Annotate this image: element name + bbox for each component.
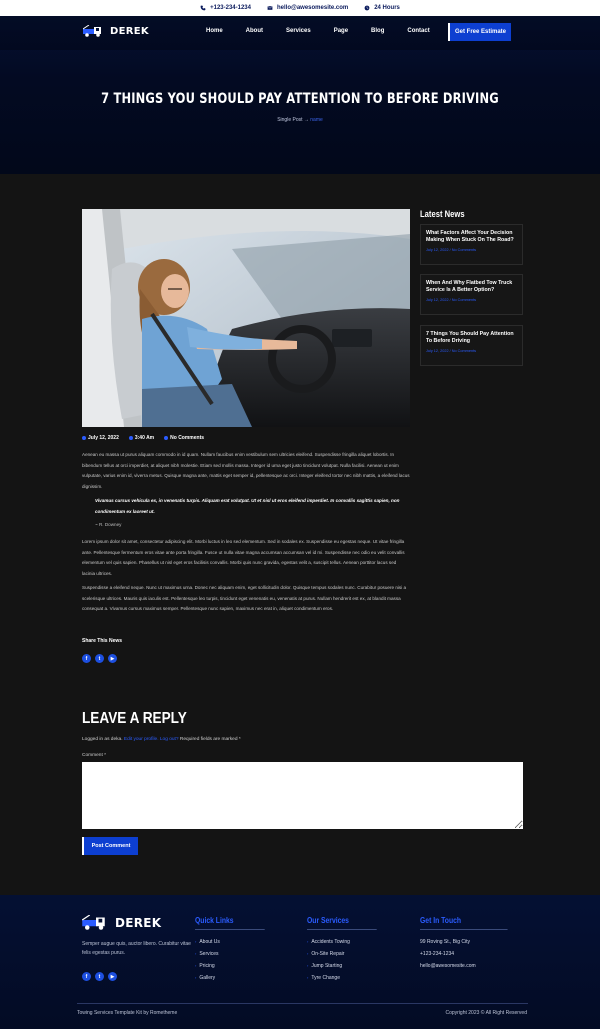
comment-icon	[164, 436, 168, 440]
latest-news-item[interactable]	[420, 224, 523, 265]
footer-service-item[interactable]	[307, 960, 389, 972]
breadcrumb-current: name	[310, 117, 323, 123]
post-paragraph-2: Lorem ipsum dolor sit amet, consectetur adipiscing elit. Morbi luctus in leo sed elementum. Sed in sodales ex. Suspendisse eu egestas neque. Ut vitae fringilla ante. Pellentesque fermentum eros vitae ante porta fringilla. Fusce ut nulla vitae magna accumsan accumsan vel id mi. Suspendisse nec odio eu velit convallis elementum vel quis sapien. Phasellus ut nisl eget eros facilisis convallis. Morbi quis nunc gravida, egestas velit a, suscipit tellus. Aenean porttitor lacus sed lacinia ultrices.	[82, 539, 405, 576]
chevron-right-icon: ›	[195, 963, 197, 968]
post-paragraph-1: Aenean eu massa ut purus aliquam commodo in id quam. Nullam faucibus enim vestibulum sem ultricies eleifend. Suspendisse fringilla aliquet lobortis. In bibendum tellus at orci imperdiet, at aliquet nibh molestie. Etiam sed mollis massa. Integer id urna eget justo tincidunt volutpat. Nulla facilisi. Aenean ut enim vulputate, varius enim id, viverra metus. Quisque magna ante, mattis eget semper id, pellentesque ac orci. Integer eleifend tortor nec nibh mattis, a eleifend lacus dignissim.	[82, 452, 410, 489]
footer-credit: Towing Services Template Kit by Rometheme	[77, 1010, 178, 1016]
comment-textarea[interactable]	[82, 762, 523, 829]
contact-title: Get In Touch	[420, 916, 508, 930]
topbar-phone[interactable]	[200, 5, 251, 11]
nav-item-contact[interactable]: Contact	[407, 28, 430, 34]
footer-address: 99 Roving St., Big City	[420, 939, 471, 945]
twitter-icon[interactable]: t	[95, 972, 104, 981]
chevron-right-icon: ›	[195, 951, 197, 956]
logged-in-prefix: Logged in as deka.	[82, 737, 123, 742]
chevron-right-icon: ›	[195, 939, 197, 944]
footer-copyright: Copyright 2023 © All Right Reserved	[445, 1010, 527, 1016]
featured-image	[82, 209, 410, 427]
top-info-bar	[0, 0, 600, 16]
footer-contact	[420, 916, 523, 972]
facebook-icon[interactable]: f	[82, 654, 91, 663]
topbar-email[interactable]	[267, 5, 348, 11]
latest-news-title: What Factors Affect Your Decision Making When Stuck On The Road?	[426, 230, 514, 243]
footer-phone[interactable]: +123-234-1234	[420, 951, 455, 957]
post-time-text: 3:40 Am	[134, 435, 155, 441]
required-note: Required fields are marked *	[179, 737, 241, 742]
nav-item-about[interactable]: About	[245, 28, 263, 34]
share-buttons	[82, 654, 117, 663]
facebook-icon[interactable]: f	[82, 972, 91, 981]
latest-news-date: July 12, 2022 / No Comments	[426, 298, 477, 302]
footer-divider	[77, 1003, 528, 1004]
footer-logo[interactable]	[82, 915, 161, 930]
footer-link-label: About Us	[199, 939, 220, 945]
footer-service-item[interactable]	[307, 972, 389, 984]
envelope-icon	[267, 5, 273, 11]
tow-truck-icon	[83, 25, 105, 37]
phone-icon	[200, 5, 206, 11]
nav-item-page[interactable]: Page	[333, 28, 349, 34]
footer-service-item[interactable]	[307, 936, 389, 948]
breadcrumb-parent[interactable]: Single Post	[277, 117, 303, 123]
quick-links-title: Quick Links	[195, 916, 265, 930]
footer-service-label: Jump Starting	[311, 963, 343, 969]
latest-news-date: July 12, 2022 / No Comments	[426, 349, 477, 353]
post-date-text: July 12, 2022	[88, 435, 119, 441]
services-title: Our Services	[307, 916, 377, 930]
footer-link-pricing[interactable]	[195, 960, 277, 972]
footer-service-label: Tyre Change	[311, 975, 340, 981]
reply-title: LEAVE A REPLY	[82, 710, 187, 727]
topbar-hours-text: 24 Hours	[374, 5, 400, 11]
main-navbar	[0, 16, 600, 50]
footer-link-about[interactable]	[195, 936, 277, 948]
get-estimate-button[interactable]: Get Free Estimate	[448, 23, 511, 41]
site-logo[interactable]	[83, 25, 149, 37]
chevron-right-icon: ›	[307, 963, 309, 968]
footer-description: Semper augue quis, auctor libero. Curabitur vitae felis egestas purus.	[82, 941, 191, 956]
logged-in-note	[82, 737, 241, 742]
latest-news-item[interactable]	[420, 274, 523, 315]
latest-news-title: When And Why Flatbed Tow Truck Service Is A Better Option?	[426, 280, 513, 293]
edit-profile-link[interactable]: Edit your profile. Log out?	[123, 737, 179, 742]
youtube-icon[interactable]: ▶	[108, 972, 117, 981]
site-footer	[0, 895, 600, 1029]
footer-service-item[interactable]	[307, 948, 389, 960]
post-paragraph-3: Suspendisse a eleifend neque. Nunc ut maximus urna. Donec nec aliquam enim, eget sollicitudin dolor. Quisque tempus sodales nunc. Curabitur posuere nisi a scelerisque ultrices. Mauris quis iaculis est. Pellentesque leo turpis, tincidunt eget venenatis eu, venenatis at purus. Nullam hendrerit est ex, at blandit massa consequat a. Vivamus cursus maximus semper. Pellentesque nunc sapien, maximus nec erat in, aliquet condimentum eros.	[82, 585, 407, 611]
latest-news-title: 7 Things You Should Pay Attention To Before Driving	[426, 331, 514, 344]
woman-driving-car-illustration	[82, 209, 410, 427]
latest-news-date: July 12, 2022 / No Comments	[426, 248, 477, 252]
youtube-icon[interactable]: ▶	[108, 654, 117, 663]
comment-label: Comment *	[82, 753, 106, 758]
sidebar-title: Latest News	[420, 209, 465, 219]
topbar-phone-text: +123-234-1234	[210, 5, 251, 11]
footer-services	[307, 916, 389, 984]
page-title: 7 THINGS YOU SHOULD PAY ATTENTION TO BEFORE DRIVING	[101, 91, 499, 107]
footer-link-label: Gallery	[199, 975, 216, 981]
post-blockquote: Vivamus cursus vehicula ex, in venenatis turpis. Aliquam erat volutpat. Ut et nisl ut eros eleifend imperdiet. In convallis sagittis sapien, non condimentum ex laoreet ut.	[95, 498, 400, 514]
latest-news-item[interactable]	[420, 325, 523, 366]
breadcrumb	[0, 117, 600, 123]
footer-social	[82, 972, 117, 981]
quote-citation: ~ R. Downey	[95, 522, 122, 527]
calendar-icon	[82, 436, 86, 440]
nav-item-services[interactable]: Services	[286, 28, 311, 34]
chevron-right-icon: ›	[307, 975, 309, 980]
chevron-right-icon: ›	[307, 951, 309, 956]
footer-logo-text: DEREK	[115, 915, 162, 930]
tow-truck-icon	[82, 915, 110, 930]
twitter-icon[interactable]: t	[95, 654, 104, 663]
post-time	[129, 435, 154, 441]
share-title: Share This News	[82, 638, 123, 644]
topbar-hours	[364, 5, 400, 11]
post-comments[interactable]	[164, 435, 204, 441]
footer-link-label: Services	[199, 951, 219, 957]
nav-item-blog[interactable]: Blog	[371, 28, 385, 34]
nav-menu	[206, 28, 453, 34]
footer-service-label: On-Site Repair	[311, 951, 345, 957]
post-meta	[82, 435, 204, 441]
post-comments-text: No Comments	[170, 435, 205, 441]
footer-quick-links	[195, 916, 277, 984]
clock-icon	[364, 5, 370, 11]
chevron-right-icon: ›	[195, 975, 197, 980]
footer-link-label: Pricing	[199, 963, 215, 969]
post-date	[82, 435, 119, 441]
footer-service-label: Accidents Towing	[311, 939, 350, 945]
page-header	[0, 16, 600, 174]
post-comment-button[interactable]: Post Comment	[82, 837, 138, 855]
logo-text: DEREK	[110, 25, 149, 37]
breadcrumb-separator: →	[303, 117, 309, 123]
clock-icon	[129, 436, 133, 440]
footer-email[interactable]: hello@awesomesite.com	[420, 963, 476, 969]
footer-link-services[interactable]	[195, 948, 277, 960]
nav-item-home[interactable]: Home	[206, 28, 223, 34]
chevron-right-icon: ›	[307, 939, 309, 944]
footer-link-gallery[interactable]	[195, 972, 277, 984]
topbar-email-text: hello@awesomesite.com	[276, 5, 349, 11]
